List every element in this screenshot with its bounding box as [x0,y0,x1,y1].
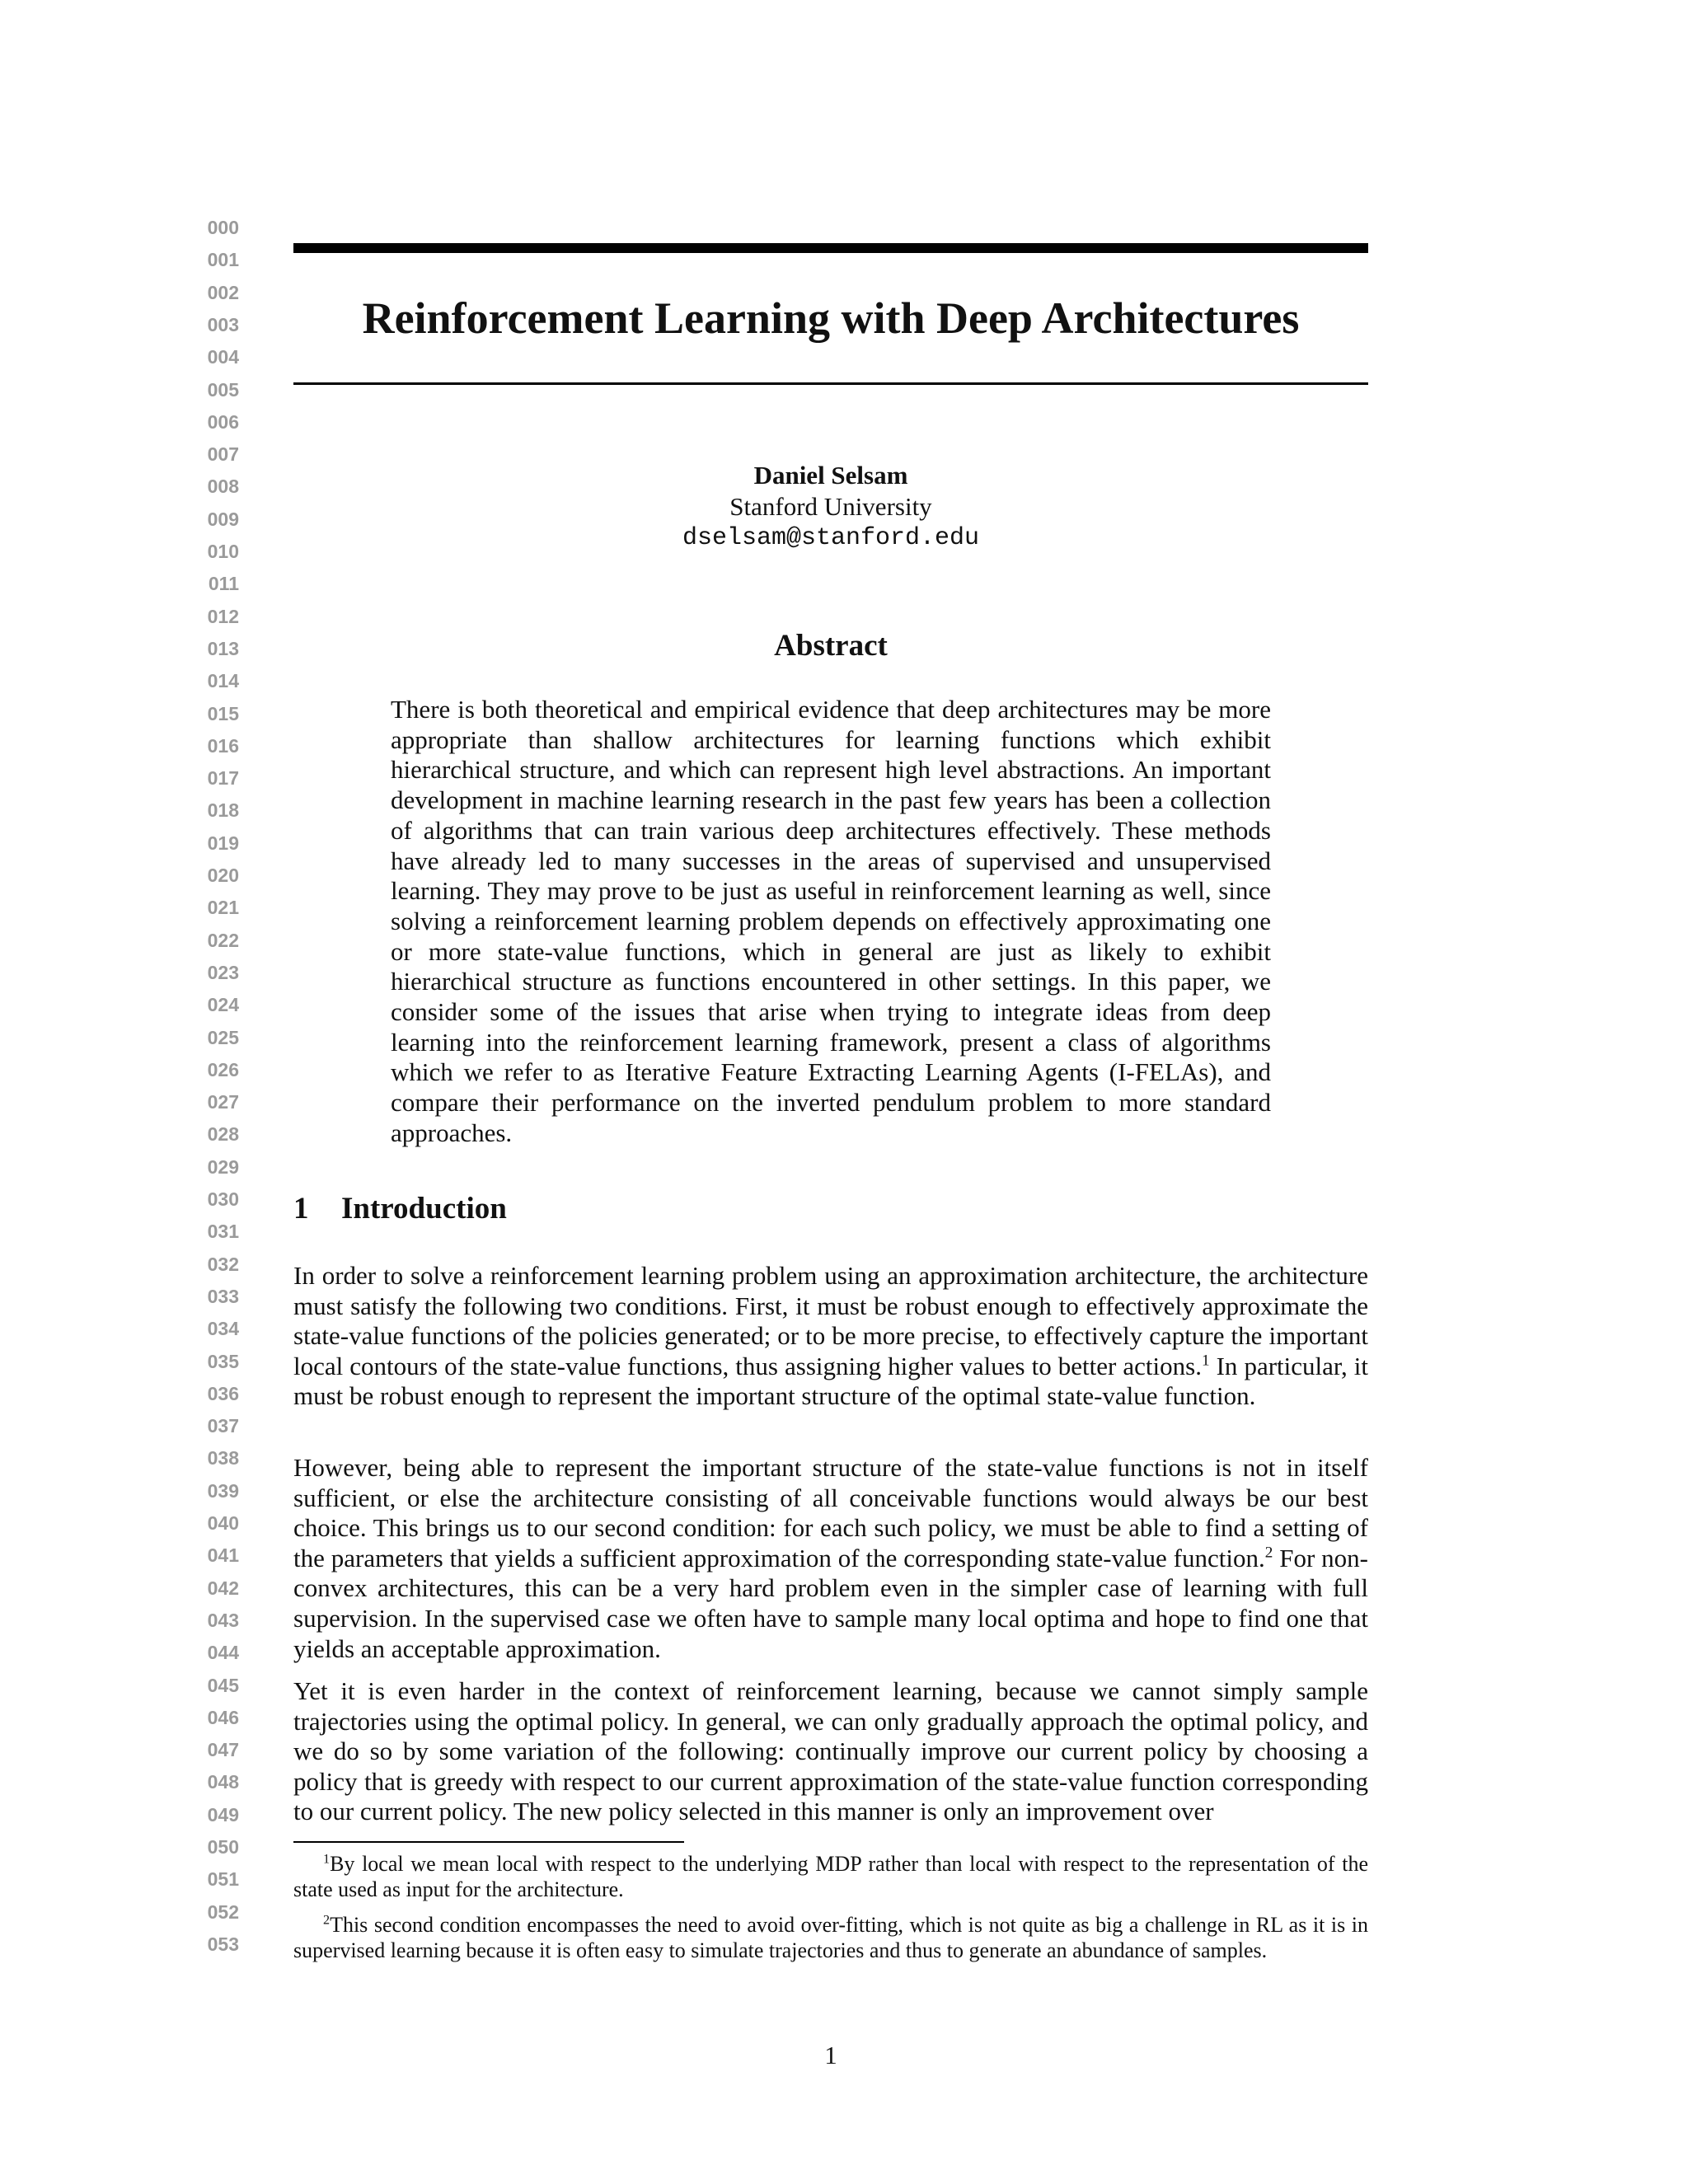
line-number: 015 [207,702,239,724]
line-number: 042 [207,1577,239,1599]
line-number: 005 [207,378,239,401]
line-number: 025 [207,1026,239,1048]
line-number: 009 [207,508,239,530]
line-number: 007 [207,443,239,466]
abstract-heading: Abstract [774,629,888,663]
line-number: 036 [207,1382,239,1404]
footnote [293,1851,1368,1902]
footnote-rule [293,1841,684,1843]
line-number: 037 [207,1415,239,1437]
line-number: 051 [207,1868,239,1891]
line-number: 028 [207,1123,239,1146]
line-number: 014 [207,670,239,692]
line-number: 044 [207,1642,239,1664]
section-title: Introduction [341,1192,507,1226]
line-number: 050 [207,1836,239,1858]
line-number: 029 [207,1155,239,1178]
line-number: 016 [207,734,239,757]
line-number: 046 [207,1706,239,1728]
paragraph-text: In particular, it must be robust enough to represent the important structure of the optimal state-value function. [293,1351,1368,1411]
line-number: 040 [207,1512,239,1534]
line-number: 017 [207,767,239,790]
line-number: 032 [207,1253,239,1275]
line-number: 002 [207,281,239,303]
line-number: 012 [207,605,239,627]
line-number: 030 [207,1188,239,1210]
line-number: 001 [207,249,239,271]
line-number: 026 [207,1058,239,1080]
line-number: 048 [207,1771,239,1793]
abstract-text: There is both theoretical and empirical evidence that deep architectures may be more appropriate than shallow architectures for learning functions which exhibit hierarchical structure, and which can represent high level abstractions. An important development in machine learning research in the past few years has been a collection of algorithms that can train various deep architectures effectively. These methods have already led to many successes in the areas of supervised and unsupervised learning. They may prove to be just as useful in reinforcement learning as well, since solving a reinforcement learning problem depends on effectively approximating one or more state-value functions, which in general are just as likely to exhibit hierarchical structure as functions encountered in other settings. In this paper, we consider some of the issues that arise when trying to integrate ideas from deep learning into the reinforcement learning framework, present a class of algorithms which we refer to as Iterative Feature Extracting Learning Agents (I-FELAs), and compare their performance on the inverted pendulum problem to more standard approaches. [391,695,1271,1147]
line-number: 035 [207,1350,239,1372]
footnote-text: By local we mean local with respect to the underlying MDP rather than local with respect to the representation of the state used as input for the architecture. [293,1852,1368,1901]
line-number: 020 [207,865,239,886]
title-bottom-rule [293,382,1368,385]
line-number: 006 [207,410,239,433]
line-number: 033 [207,1285,239,1307]
footnote-ref-1[interactable]: 1 [1201,1352,1210,1370]
line-number: 045 [207,1674,239,1696]
footnote-mark: 2 [323,1913,331,1928]
paragraph-text: In order to solve a reinforcement learning problem using an approximation architecture, the architecture must satisfy the following two conditions. First, it must be robust enough to effectively approximate the state-value functions of the policies generated; or to be more precise, to effectively capture the important local contours of the state-value functions, thus assigning higher values to better actions. [293,1261,1368,1380]
author-block [293,460,1368,554]
body-paragraph [293,1453,1368,1664]
line-number: 010 [207,541,239,562]
paragraph-text: For non-convex architectures, this can be a very hard problem even in the simpler case of learning with full supervision. In the supervised case we often have to sample many local optima and hope to find one that yields an acceptable approximation. [293,1543,1369,1663]
line-number: 027 [207,1091,239,1113]
line-number: 011 [208,573,239,595]
line-number: 021 [207,897,239,919]
section-number: 1 [293,1192,309,1226]
line-number: 024 [207,994,239,1016]
line-number: 043 [207,1609,239,1631]
author-affiliation: Stanford University [729,492,932,521]
footnote-text: This second condition encompasses the need to avoid over-fitting, which is not quite as big a challenge in RL as it is in supervised learning because it is often easy to simulate trajectories and thus to generate an abundance of samples. [293,1913,1368,1962]
line-number: 022 [207,929,239,951]
line-number: 031 [207,1221,239,1243]
footnote [293,1912,1368,1963]
body-paragraph [293,1261,1368,1412]
author-name: Daniel Selsam [753,461,908,490]
author-email: dselsam@stanford.edu [682,524,980,552]
section-heading [293,1189,507,1229]
line-number: 008 [207,476,239,498]
line-number: 019 [207,832,239,854]
line-number: 041 [207,1544,239,1567]
line-number: 038 [207,1447,239,1469]
footnote-ref-2[interactable]: 2 [1264,1544,1273,1562]
page-number: 1 [824,2041,837,2069]
line-number: 049 [207,1803,239,1825]
title-top-rule [293,243,1368,253]
footnote-mark: 1 [323,1852,331,1867]
paragraph-text: However, being able to represent the important structure of the state-value functions is not in itself sufficient, or else the architecture consisting of all conceivable functions would always be our best choice. This brings us to our second condition: for each such policy, we must be able to find a setting of the parameters that yields a sufficient approximation of the corresponding state-value function. [293,1453,1368,1572]
line-number: 053 [207,1933,239,1955]
line-number: 039 [207,1479,239,1502]
line-number: 000 [207,217,239,238]
line-number: 003 [207,313,239,335]
line-number: 004 [207,346,239,368]
line-number: 047 [207,1739,239,1761]
line-number: 034 [207,1318,239,1340]
paper-title: Reinforcement Learning with Deep Architectures [362,293,1300,343]
line-number: 023 [207,961,239,983]
line-number: 052 [207,1900,239,1923]
body-paragraph: Yet it is even harder in the context of reinforcement learning, because we cannot simply sample trajectories using the optimal policy. In general, we can only gradually approach the optimal policy, and we do so by some variation of the following: continually improve our current policy by choosing a policy that is greedy with respect to our current approximation of the state-value function corresponding to our current policy. The new policy selected in this manner is only an improvement over [293,1676,1368,1826]
line-number: 018 [207,799,239,822]
line-number: 013 [207,637,239,659]
